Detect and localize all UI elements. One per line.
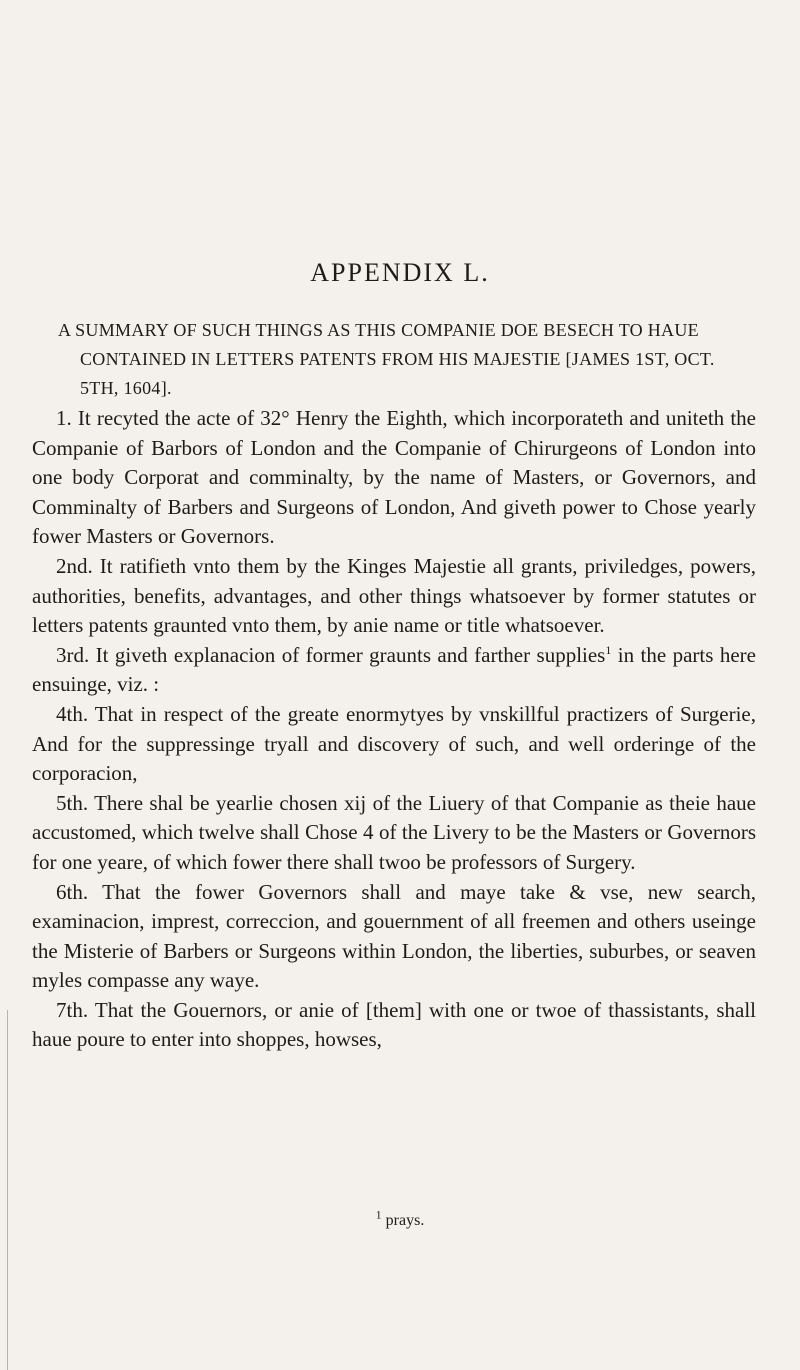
- footnote-mark: 1: [375, 1207, 382, 1222]
- footnote-reference: 1: [605, 642, 612, 657]
- paragraph-1: 1. It recyted the acte of 32° Henry the Eighth, which incorporateth and uniteth the Companie of Barbors of London and the Companie of Chirurgeons of London into one body Corporat and comminalty, by the name of Masters, or Governors, and Comminalty of Barbers and Surgeons of London, And giveth power to Chose yearly fower Masters or Governors.: [32, 406, 756, 549]
- footnote-text: prays.: [385, 1212, 425, 1229]
- body-text: [32, 404, 756, 1055]
- paragraph-7: 7th. That the Gouernors, or anie of [them] with one or twoe of thassistants, shall haue poure to enter into shoppes, howses,: [32, 997, 756, 1052]
- paragraph-3-text: 3rd. It giveth explanacion of former graunts and farther supplies: [56, 642, 606, 667]
- paragraph-5: 5th. There shal be yearlie chosen xij of the Liuery of that Companie as theie haue accustomed, which twelve shall Chose 4 of the Livery to be the Masters or Governors for one yeare, of which fower there shall twoo be professors of Surgery.: [32, 790, 756, 874]
- paragraph-4: 4th. That in respect of the greate enormytyes by vnskillful practizers of Surgerie, And for the suppressinge tryall and discovery of such, and well orderinge of the corporacion,: [32, 701, 756, 786]
- summary-text: A SUMMARY OF SUCH THINGS AS THIS COMPANIE DOE BESECH TO HAUE CONTAINED IN LETTERS PATENTS FROM HIS MAJESTIE [JAMES 1ST, OCT. 5TH, 1604].: [58, 320, 715, 398]
- paragraph-3-rest: in the parts here ensuinge, viz. :: [32, 642, 756, 697]
- summary-heading: [58, 316, 758, 403]
- paragraph-2: 2nd. It ratifieth vnto them by the Kinges Majestie all grants, priviledges, powers, authorities, benefits, advantages, and other things whatsoever by former statutes or letters patents graunted vnto them, by anie name or title whatsoever.: [32, 553, 756, 638]
- page-title: APPENDIX L.: [310, 258, 490, 287]
- paragraph-6: 6th. That the fower Governors shall and maye take & vse, new search, examinacion, imprest, correccion, and gouernment of all freemen and others useinge the Misterie of Barbers or Surgeons within London, the liberties, suburbes, or seaven myles compasse any waye.: [32, 879, 756, 993]
- page-edge-divider: [7, 1010, 8, 1370]
- footnote: [0, 1207, 800, 1230]
- paragraph-3: [32, 641, 756, 700]
